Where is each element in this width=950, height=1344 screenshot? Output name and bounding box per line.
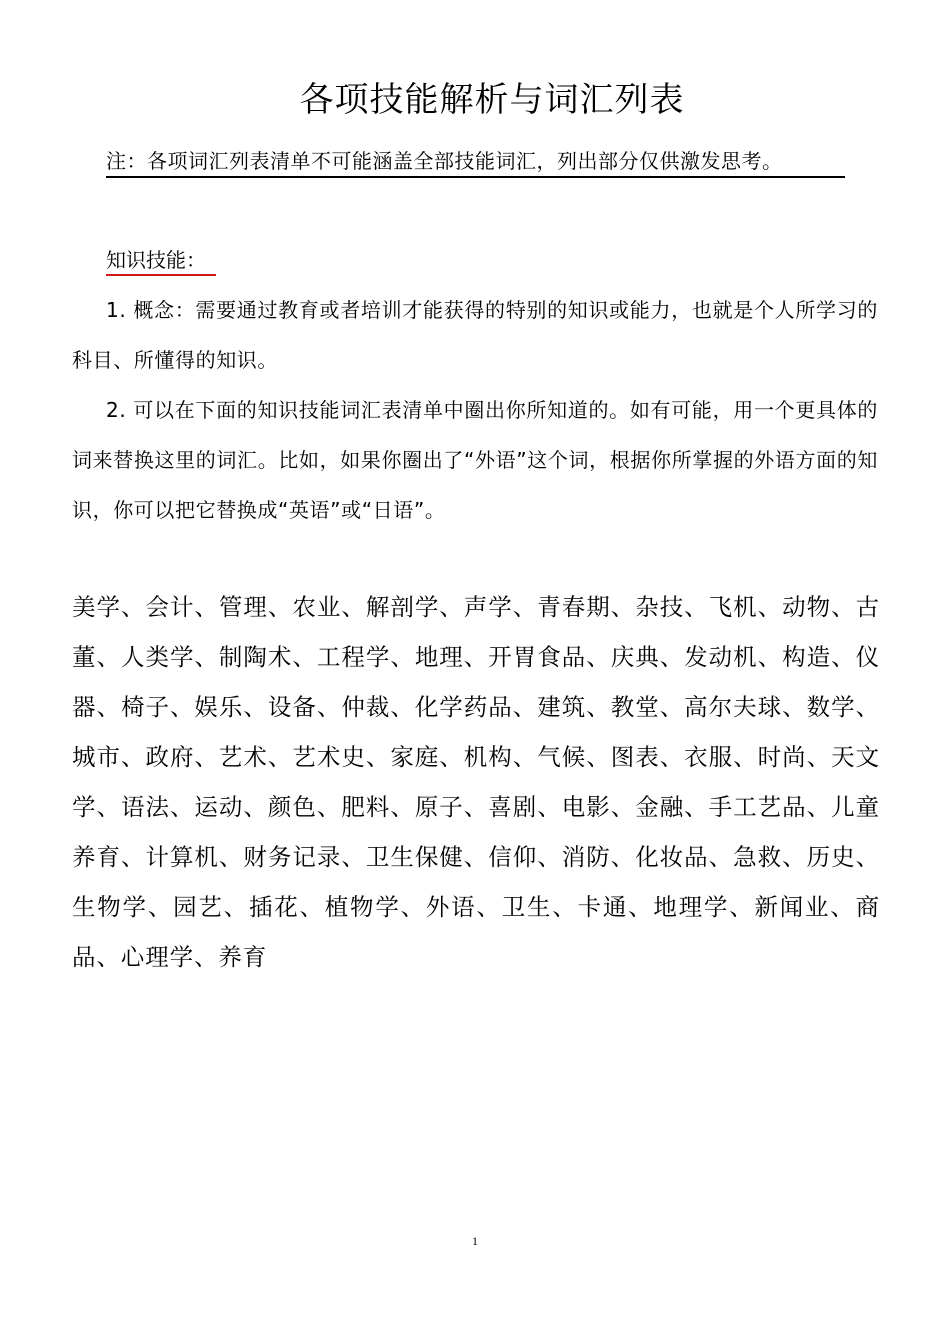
page-number: 1 bbox=[472, 1234, 478, 1248]
skill-word-list: 美学、会计、管理、农业、解剖学、声学、青春期、杂技、飞机、动物、古董、人类学、制陶术、工程学、地理、开胃食品、庆典、发动机、构造、仪器、椅子、娱乐、设备、仲裁、化学药品、建筑、教堂、高尔夫球、数学、城市、政府、艺术、艺术史、家庭、机构、气候、图表、衣服、时尚、天文学、语法、运动、颜色、肥料、原子、喜剧、电影、金融、手工艺品、儿童养育、计算机、财务记录、卫生保健、信仰、消防、化妆品、急救、历史、生物学、园艺、插花、植物学、外语、卫生、卡通、地理学、新闻业、商品、心理学、养育 bbox=[72, 593, 880, 971]
paragraph-instructions: 2. 可以在下面的知识技能词汇表清单中圈出你所知道的。如有可能，用一个更具体的词来替换这里的词汇。比如，如果你圈出了“外语”这个词，根据你所掌握的外语方面的知识，你可以把它替换成“英语”或“日语”。 bbox=[72, 398, 878, 522]
section-heading-knowledge-skills: 知识技能： bbox=[106, 246, 216, 276]
page-title: 各项技能解析与词汇列表 bbox=[299, 80, 685, 120]
note-text: 注：各项词汇列表清单不可能涵盖全部技能词汇，列出部分仅供激发思考。 bbox=[106, 146, 845, 178]
paragraph-concept: 1. 概念：需要通过教育或者培训才能获得的特别的知识或能力，也就是个人所学习的科目、所懂得的知识。 bbox=[72, 298, 878, 372]
